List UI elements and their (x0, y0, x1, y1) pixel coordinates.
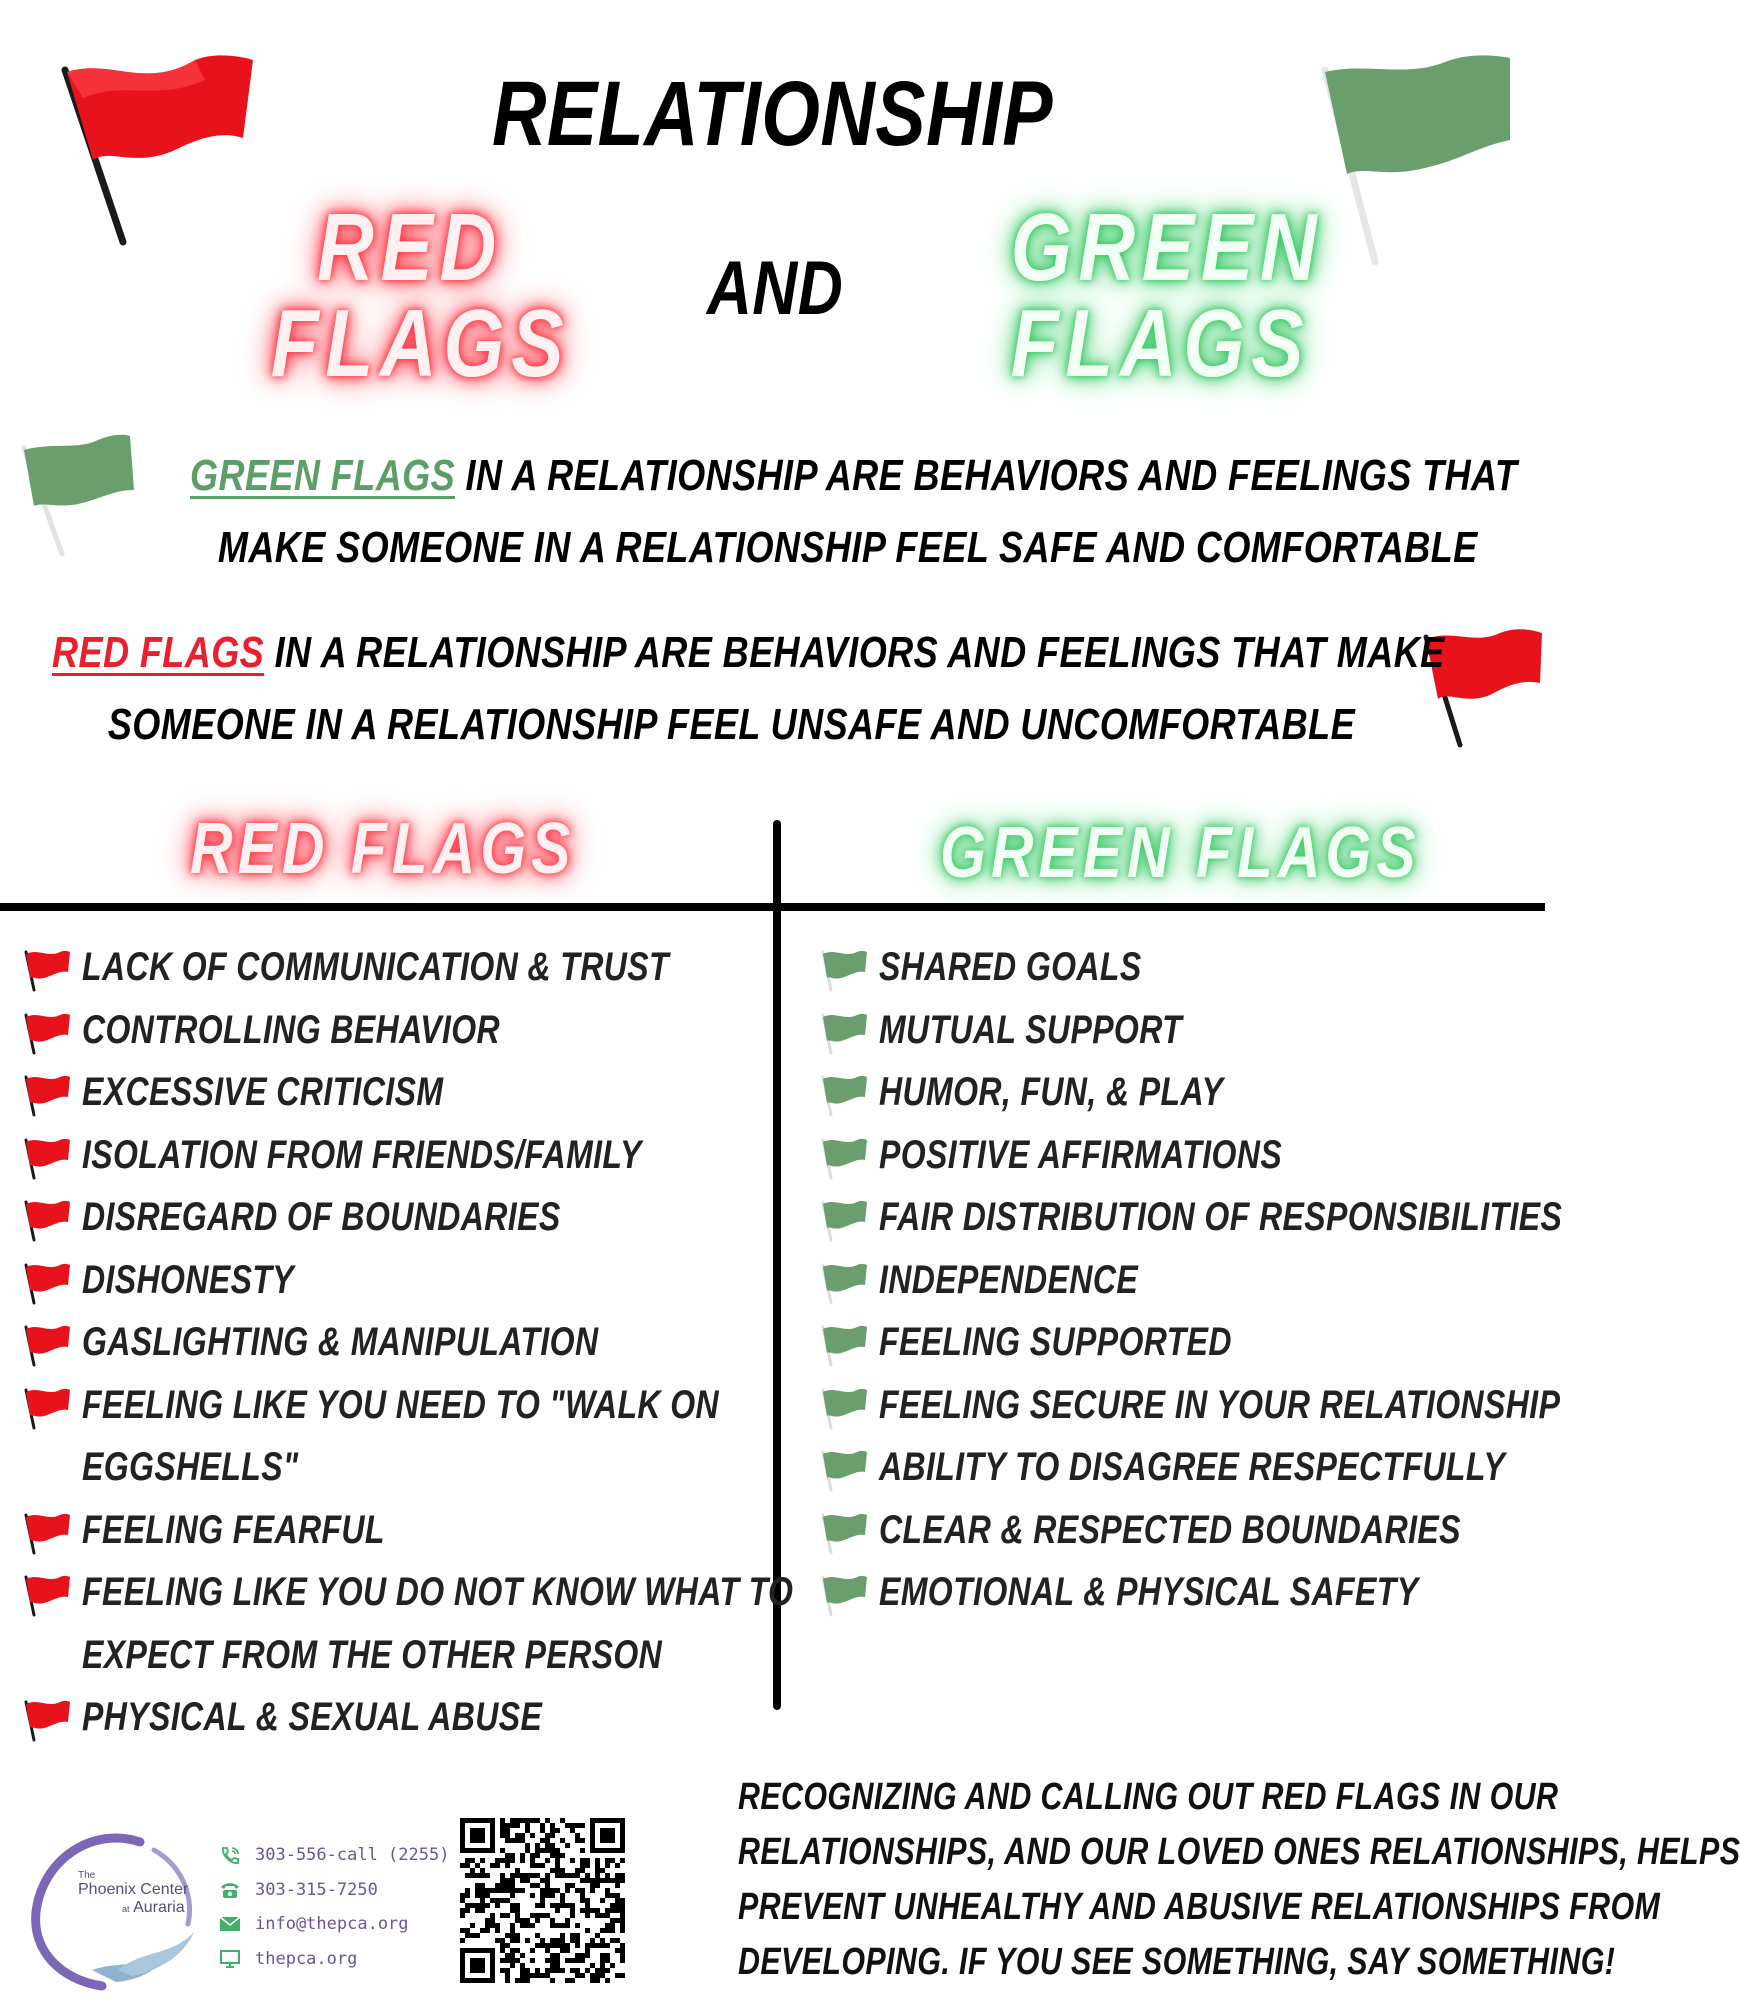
green-flag-item (815, 1249, 1540, 1312)
red-flag-text-line: EXCESSIVE CRITICISM (82, 1070, 444, 1114)
red-flag-item (18, 1374, 768, 1499)
green-flag-text: MUTUAL SUPPORT (879, 1007, 1183, 1052)
logo-text-place: Auraria (133, 1899, 185, 1916)
green-flag-text: EMOTIONAL & PHYSICAL SAFETY (879, 1570, 1419, 1614)
contact-list (215, 1838, 455, 1976)
red-flag-item (18, 1499, 768, 1562)
red-flag-text-line: DISHONESTY (82, 1257, 295, 1302)
green-flag-item (815, 1374, 1561, 1437)
green-flag-icon (817, 1261, 869, 1305)
red-flags-column-header: RED FLAGS (190, 809, 576, 889)
red-flag-icon (20, 1011, 72, 1055)
green-definition (190, 440, 1517, 584)
telephone-icon (219, 1880, 241, 1900)
red-flag-text (82, 1186, 561, 1249)
red-flag-text (82, 1311, 598, 1374)
contact-text: info@thepca.org (255, 1914, 409, 1934)
closing-line: PREVENT UNHEALTHY AND ABUSIVE RELATIONSHIPS FROM (738, 1886, 1661, 1928)
green-flag-item (815, 999, 1540, 1062)
red-flags-term: RED FLAGS (52, 628, 265, 677)
contact-text: thepca.org (255, 1948, 358, 1969)
green-flag-text: INDEPENDENCE (879, 1257, 1139, 1302)
monitor-icon (219, 1949, 241, 1969)
red-flag-text (82, 1124, 642, 1187)
red-flags-heading (270, 194, 571, 397)
red-flag-text (82, 1374, 719, 1499)
red-flag-text-line: EXPECT FROM THE OTHER PERSON (82, 1632, 663, 1677)
red-flag-item (18, 936, 768, 999)
green-flag-text: FEELING SUPPORTED (879, 1320, 1232, 1364)
email-icon (219, 1914, 241, 1934)
red-flag-text-line: EGGSHELLS" (82, 1445, 299, 1489)
red-flag-item (18, 1186, 768, 1249)
green-flags-heading (1010, 194, 1324, 397)
green-flag-text: FAIR DISTRIBUTION OF RESPONSIBILITIES (879, 1195, 1563, 1239)
red-definition-line (52, 617, 1445, 689)
logo-text-name: Phoenix Center (78, 1881, 189, 1898)
red-flag-text-line: PHYSICAL & SEXUAL ABUSE (82, 1695, 543, 1739)
green-flag-text: POSITIVE AFFIRMATIONS (879, 1132, 1283, 1177)
green-definition-line: MAKE SOMEONE IN A RELATIONSHIP FEEL SAFE AND COMFORTABLE (217, 523, 1478, 572)
red-flag-text-line: GASLIGHTING & MANIPULATION (82, 1320, 599, 1364)
green-flag-text: HUMOR, FUN, & PLAY (879, 1070, 1224, 1114)
closing-statement (650, 1770, 1740, 1990)
logo-text-the: The (78, 1870, 96, 1881)
red-flag-icon (20, 1198, 72, 1242)
red-flags-heading-line: FLAGS (270, 290, 571, 397)
and-label: AND (706, 246, 844, 331)
green-flag-icon (817, 1011, 869, 1055)
green-flag-icon (817, 948, 869, 992)
red-flag-icon (20, 1386, 72, 1430)
green-flag-text: CLEAR & RESPECTED BOUNDARIES (879, 1507, 1461, 1552)
red-flag-item (18, 1686, 768, 1749)
red-flags-list (18, 936, 794, 1749)
red-flag-text-line: ISOLATION FROM FRIENDS/FAMILY (82, 1132, 642, 1177)
contact-text: 303-556-call (2255) (255, 1845, 450, 1865)
contact-text: 303-315-7250 (255, 1879, 378, 1900)
green-flag-icon (817, 1511, 869, 1555)
red-flag-text-line: LACK OF COMMUNICATION & TRUST (82, 945, 669, 989)
green-flag-icon (817, 1448, 869, 1492)
logo-text-row (78, 1899, 208, 1918)
green-flag-item (815, 1311, 1540, 1374)
green-flags-heading-line: GREEN (1010, 194, 1324, 301)
definition-text: IN A RELATIONSHIP ARE BEHAVIORS AND FEELINGS THAT (455, 451, 1518, 500)
green-flag-icon (817, 1323, 869, 1367)
green-flag-item (815, 1186, 1563, 1249)
green-flag-item (815, 936, 1540, 999)
red-flag-text (82, 936, 669, 999)
red-flag-item (18, 1561, 794, 1686)
page-title: RELATIONSHIP (492, 63, 1053, 165)
red-flag-text-line: FEELING LIKE YOU DO NOT KNOW WHAT TO (82, 1570, 794, 1614)
closing-line: RELATIONSHIPS, AND OUR LOVED ONES RELATIONSHIPS, HELPS (738, 1831, 1740, 1873)
green-flags-list (815, 936, 1563, 1624)
red-flag-icon (20, 1136, 72, 1180)
red-flag-icon (20, 1573, 72, 1617)
red-flag-item (18, 1311, 768, 1374)
red-definition-line: SOMEONE IN A RELATIONSHIP FEEL UNSAFE AND UNCOMFORTABLE (107, 700, 1356, 749)
contact-phone-call[interactable] (215, 1838, 455, 1873)
green-flag-item (815, 1436, 1540, 1499)
red-flags-heading-line: RED (317, 194, 503, 301)
green-flag-text: SHARED GOALS (879, 945, 1142, 989)
green-flag-icon (18, 428, 138, 558)
green-flag-icon (817, 1198, 869, 1242)
green-flag-item (815, 1499, 1540, 1562)
red-flag-text (82, 1686, 542, 1749)
red-flag-icon (20, 1511, 72, 1555)
red-flag-icon (20, 1698, 72, 1742)
green-flag-item (815, 1124, 1540, 1187)
red-flag-icon (20, 1073, 72, 1117)
red-flag-icon (20, 948, 72, 992)
closing-line: DEVELOPING. IF YOU SEE SOMETHING, SAY SOMETHING! (738, 1941, 1616, 1983)
green-flags-column-header: GREEN FLAGS (940, 813, 1421, 893)
red-flag-text (82, 1249, 294, 1312)
phoenix-center-logo-text (78, 1870, 208, 1918)
green-flags-heading-line: FLAGS (1010, 290, 1311, 397)
green-flag-icon (817, 1073, 869, 1117)
definition-text: IN A RELATIONSHIP ARE BEHAVIORS AND FEELINGS THAT MAKE (264, 628, 1445, 677)
green-flag-icon (817, 1386, 869, 1430)
red-flag-text-line: FEELING FEARFUL (82, 1507, 385, 1552)
green-definition-line (190, 440, 1517, 512)
green-flag-icon (817, 1136, 869, 1180)
green-flags-term: GREEN FLAGS (190, 451, 456, 500)
red-flag-text (82, 1561, 793, 1686)
contact-email[interactable] (215, 1907, 455, 1942)
red-flag-text-line: CONTROLLING BEHAVIOR (82, 1007, 501, 1052)
closing-line: RECOGNIZING AND CALLING OUT RED FLAGS IN OUR (738, 1776, 1559, 1818)
red-flag-item (18, 1124, 768, 1187)
qr-code[interactable] (460, 1818, 625, 1983)
red-flag-text (82, 1499, 385, 1562)
logo-text-at: at (122, 1904, 130, 1914)
green-flag-item (815, 1061, 1540, 1124)
red-flag-text (82, 999, 500, 1062)
green-flag-text: FEELING SECURE IN YOUR RELATIONSHIP (879, 1382, 1561, 1427)
red-flag-item (18, 999, 768, 1062)
red-definition (52, 617, 1445, 761)
red-flag-icon (20, 1323, 72, 1367)
green-flag-text: ABILITY TO DISAGREE RESPECTFULLY (879, 1445, 1506, 1489)
phone-ringing-icon (219, 1845, 241, 1865)
red-flag-text (82, 1061, 443, 1124)
contact-website[interactable] (215, 1942, 455, 1977)
contact-phone[interactable] (215, 1873, 455, 1908)
red-flag-text-line: DISREGARD OF BOUNDARIES (82, 1195, 561, 1239)
red-flag-icon (20, 1261, 72, 1305)
red-flag-item (18, 1249, 768, 1312)
red-flag-text-line: FEELING LIKE YOU NEED TO "WALK ON (82, 1382, 720, 1427)
green-flag-item (815, 1561, 1540, 1624)
red-flag-item (18, 1061, 768, 1124)
green-flag-icon (817, 1573, 869, 1617)
